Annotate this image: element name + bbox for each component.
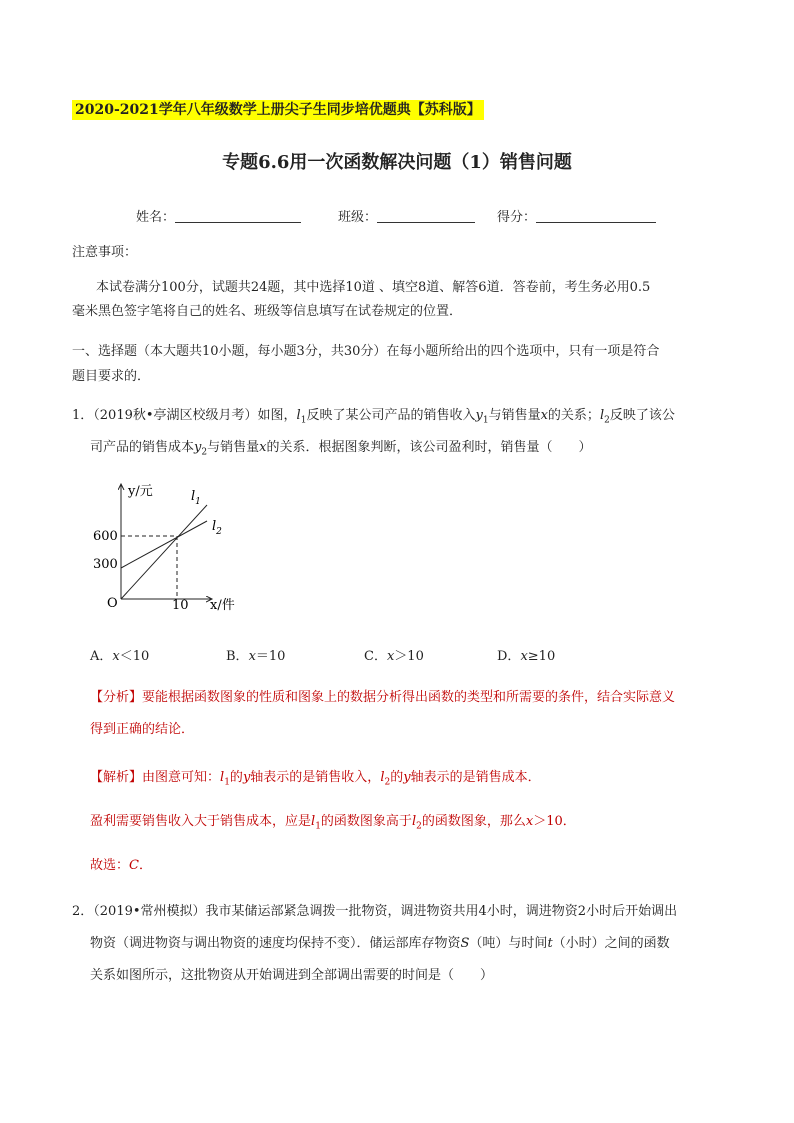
q2-line1: 2．（2019•常州模拟）我市某储运部紧急调拨一批物资，调进物资共用4小时，调进物资2小时后开始调出 [72, 904, 678, 919]
name-label: 姓名： [136, 210, 176, 225]
name-blank[interactable] [175, 208, 301, 223]
section1-line2: 题目要求的． [72, 369, 151, 384]
profit-line: 盈利需要销售收入大于销售成本，应是$l_1$的函数图象高于$l_2$的函数图象，那么x＞10． [90, 814, 576, 832]
q2-line2: 物资（调进物资与调出物资的速度均保持不变）．储运部库存物资S（吨）与时间t（小时）之间的函数 [90, 936, 670, 951]
analysis-line2: 得到正确的结论． [90, 722, 195, 737]
q2-number: 2． [72, 904, 94, 919]
q1-number: 1． [72, 408, 94, 423]
solution-line: 【解析】由图意可知：$l_1$的y轴表示的是销售收入，$l_2$的y轴表示的是销售成本． [90, 770, 541, 788]
line-l1-label: $l_1$ [191, 489, 201, 507]
choice-b[interactable]: B．x＝10 [226, 649, 286, 664]
choice-a[interactable]: A．x＜10 [90, 649, 150, 664]
q1-line2: 司产品的销售成本$y_2$与销售量x的关系．根据图象判断，该公司盈利时，销售量（ ） [90, 440, 592, 458]
notice-line2: 毫米黑色签字笔将自己的姓名、班级等信息填写在试卷规定的位置． [72, 304, 463, 319]
analysis-line1: 【分析】要能根据函数图象的性质和图象上的数据分析得出函数的类型和所需要的条件，结合实际意义 [90, 690, 676, 705]
document-title: 专题6.6用一次函数解决问题（1）销售问题 [222, 152, 572, 173]
class-blank[interactable] [377, 208, 475, 223]
x-axis-label: x/件 [210, 598, 235, 613]
choice-c[interactable]: C．x＞10 [364, 649, 424, 664]
q1-graph [80, 476, 280, 621]
score-label: 得分： [497, 210, 537, 225]
choice-d[interactable]: D．x≥10 [497, 649, 556, 664]
line-l1 [121, 505, 207, 599]
y-tick-600: 600 [93, 529, 118, 544]
score-field[interactable] [497, 206, 656, 225]
answer-line: 故选：C． [90, 858, 152, 873]
class-label: 班级： [338, 210, 378, 225]
origin-label: O [107, 596, 118, 611]
line-l2 [121, 521, 207, 568]
section1-line1: 一、选择题（本大题共10小题，每小题3分，共30分）在每小题所给出的四个选项中，只有一项是符合 [72, 344, 660, 359]
y-axis-label: y/元 [128, 484, 153, 499]
notice-line1: 本试卷满分100分，试题共24题，其中选择10道 、填空8道、解答6道．答卷前，考生务必用0.5 [96, 280, 651, 295]
q2-line3: 关系如图所示，这批物资从开始调进到全部调出需要的时间是（ ） [90, 968, 494, 983]
line-l2-label: $l_2$ [212, 519, 222, 537]
y-tick-300: 300 [93, 557, 118, 572]
header-banner: 2020-2021学年八年级数学上册尖子生同步培优题典【苏科版】 [72, 100, 484, 120]
score-blank[interactable] [536, 208, 656, 223]
notice-heading: 注意事项： [72, 245, 138, 260]
x-tick-10: 10 [172, 598, 189, 613]
q1-line1: 1．（2019秋•亭湖区校级月考）如图，$l_1$反映了某公司产品的销售收入$y_1$与销售量x的关系；$l_2$反映了该公 [72, 408, 675, 426]
name-field[interactable] [136, 206, 301, 225]
class-field[interactable] [338, 206, 475, 225]
